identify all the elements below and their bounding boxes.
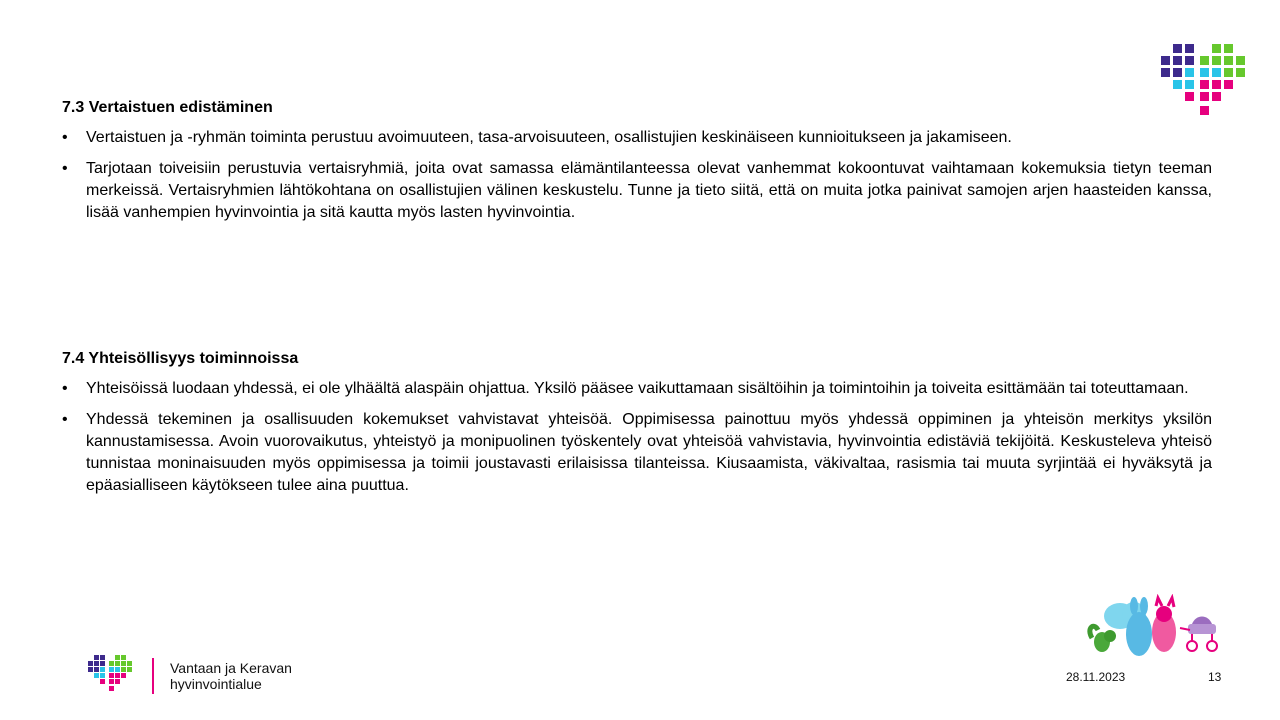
mascots-illustration-icon	[1084, 594, 1224, 664]
footer-org-line1: Vantaan ja Keravan	[170, 660, 292, 676]
footer-org-line2: hyvinvointialue	[170, 676, 262, 692]
footer-org-name	[170, 660, 292, 692]
list-item	[62, 158, 1212, 224]
page-number: 13	[1208, 670, 1222, 684]
section-7-3	[62, 98, 1212, 233]
footer-date: 28.11.2023	[1066, 670, 1126, 684]
list-item-text: Vertaistuen ja -ryhmän toiminta perustuu avoimuuteen, tasa-arvoisuuteen, osallistujien keskinäiseen kunnioitukseen ja jakamiseen.	[86, 129, 1012, 146]
bullet-icon: •	[62, 411, 68, 428]
list-item-text: Yhdessä tekeminen ja osallisuuden kokemukset vahvistavat yhteisöä. Oppimisessa painottuu myös yhdessä oppiminen ja yhteisön merkitys yksilön kannustamisessa. Avoin vuorovaikutus, yhteistyö ja monipuolinen työskentely ovat yhteisöä vahvistavia, hyvinvointia edistäviä tekijöitä. Keskusteleva yhteisö tunnistaa moninaisuuden myös oppimisessa ja toimii joustavasti erilaisissa tilanteissa. Kiusaamista, väkivaltaa, rasismia tai muuta syrjintää ei hyväksytä ja epäasialliseen käytökseen tulee aina puuttua.	[86, 411, 1212, 494]
list-item	[62, 127, 1212, 149]
list-item-text: Yhteisöissä luodaan yhdessä, ei ole ylhäältä alaspäin ohjattua. Yksilö pääsee vaikuttamaan sisältöihin ja toimintoihin ja toiveita esittämään tai toteuttamaan.	[86, 380, 1189, 397]
bullet-icon: •	[62, 380, 68, 397]
bullet-list	[62, 378, 1212, 497]
bullet-icon: •	[62, 129, 68, 146]
list-item	[62, 409, 1212, 497]
section-heading: 7.3 Vertaistuen edistäminen	[62, 99, 273, 116]
footer-heart-logo-icon	[88, 655, 134, 700]
list-item	[62, 378, 1212, 400]
section-7-4	[62, 349, 1212, 506]
bullet-list	[62, 127, 1212, 224]
list-item-text: Tarjotaan toiveisiin perustuvia vertaisryhmiä, joita ovat samassa elämäntilanteessa olevat vanhemmat kokoontuvat vaihtamaan kokemuksia tietyn teeman merkeissä. Vertaisryhmien lähtökohtana on osallistujien välinen keskustelu. Tunne ja tieto siitä, että on muita jotka painivat samojen arjen haasteiden kanssa, lisää vanhempien hyvinvointia ja sitä kautta myös lasten hyvinvointia.	[86, 160, 1212, 221]
footer-divider	[152, 658, 154, 694]
bullet-icon: •	[62, 160, 68, 177]
section-heading: 7.4 Yhteisöllisyys toiminnoissa	[62, 350, 299, 367]
